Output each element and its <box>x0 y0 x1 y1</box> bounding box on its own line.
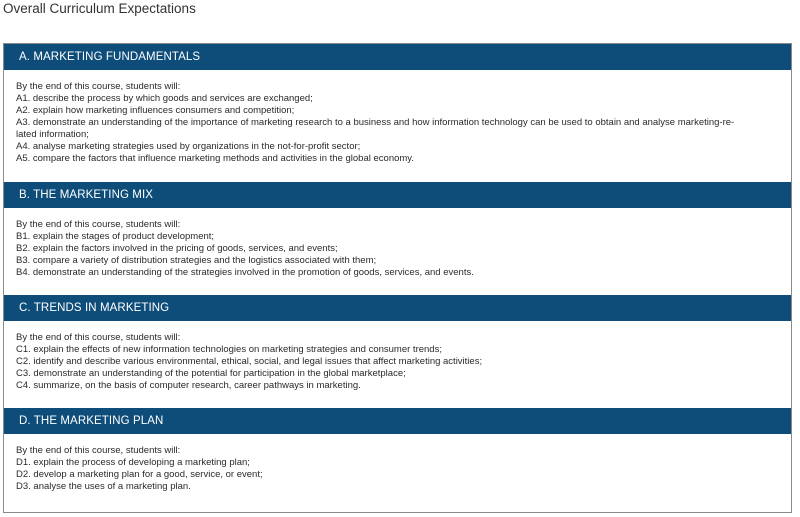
expectation-item: A2. explain how marketing influences consumers and competition; <box>16 105 295 116</box>
section-marketing-fundamentals <box>4 44 791 182</box>
section-body <box>4 321 791 408</box>
expectation-item: D3. analyse the uses of a marketing plan. <box>16 481 191 492</box>
section-header: B. THE MARKETING MIX <box>4 182 791 208</box>
section-header: A. MARKETING FUNDAMENTALS <box>4 44 791 70</box>
expectation-item: B1. explain the stages of product development; <box>16 231 215 242</box>
section-intro: By the end of this course, students will: <box>16 332 181 343</box>
expectation-item: C3. demonstrate an understanding of the potential for participation in the global marketplace; <box>16 368 406 379</box>
section-body <box>4 434 791 501</box>
section-body <box>4 208 791 295</box>
curriculum-expectations-box <box>3 43 792 513</box>
expectation-item: A4. analyse marketing strategies used by organizations in the not-for-profit sector; <box>16 141 361 152</box>
expectation-item: D2. develop a marketing plan for a good, service, or event; <box>16 469 263 480</box>
expectation-item: D1. explain the process of developing a marketing plan; <box>16 457 250 468</box>
expectation-item: B3. compare a variety of distribution strategies and the logistics associated with them; <box>16 255 377 266</box>
expectation-item: C4. summarize, on the basis of computer research, career pathways in marketing. <box>16 380 361 391</box>
expectation-item: A3. demonstrate an understanding of the importance of marketing research to a business and how information technology can be used to obtain and analyse marketing-re- <box>16 117 735 128</box>
section-intro: By the end of this course, students will: <box>16 445 181 456</box>
expectation-item: A5. compare the factors that influence marketing methods and activities in the global economy. <box>16 153 414 164</box>
section-header: C. TRENDS IN MARKETING <box>4 295 791 321</box>
expectation-item: C1. explain the effects of new information technologies on marketing strategies and consumer trends; <box>16 344 442 355</box>
section-intro: By the end of this course, students will: <box>16 81 181 92</box>
expectation-item: lated information; <box>16 129 89 140</box>
section-intro: By the end of this course, students will: <box>16 219 181 230</box>
expectation-item: C2. identify and describe various environmental, ethical, social, and legal issues that affect marketing activities; <box>16 356 483 367</box>
section-marketing-plan <box>4 408 791 501</box>
section-marketing-mix <box>4 182 791 295</box>
page-title: Overall Curriculum Expectations <box>3 1 196 16</box>
section-body <box>4 70 791 182</box>
expectation-item: A1. describe the process by which goods and services are exchanged; <box>16 93 313 104</box>
section-trends-in-marketing <box>4 295 791 408</box>
section-header: D. THE MARKETING PLAN <box>4 408 791 434</box>
expectation-item: B2. explain the factors involved in the pricing of goods, services, and events; <box>16 243 338 254</box>
expectation-item: B4. demonstrate an understanding of the strategies involved in the promotion of goods, services, and events. <box>16 267 474 278</box>
